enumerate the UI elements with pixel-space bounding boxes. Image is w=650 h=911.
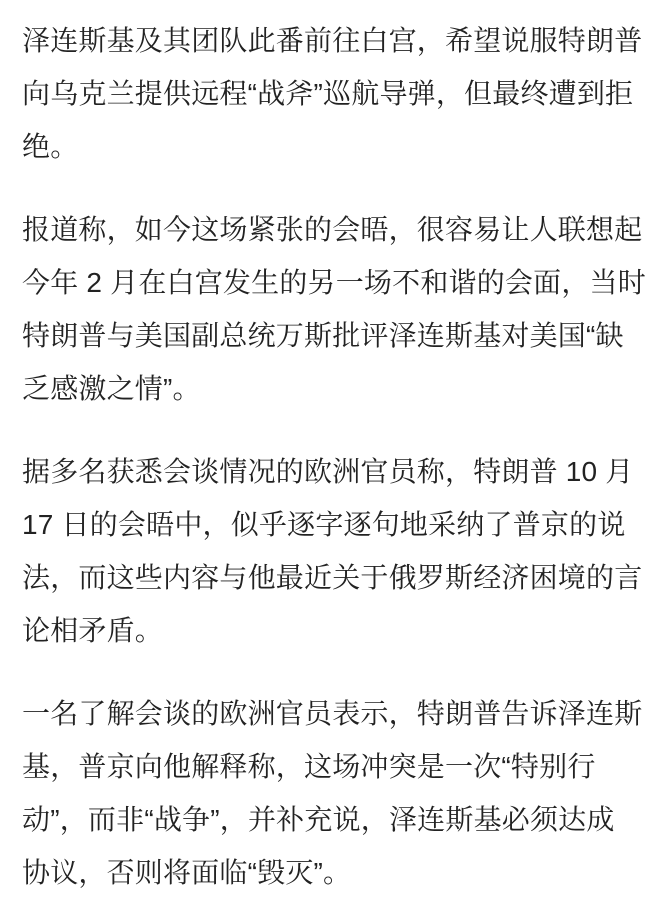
paragraph-2 bbox=[22, 203, 646, 415]
text-line: 报道称，如今这场紧张的会晤，很容易让人联想起 bbox=[22, 214, 643, 245]
paragraph-4 bbox=[22, 687, 643, 899]
text-line: 基，普京向他解释称，这场冲突是一次“特别行 bbox=[22, 751, 596, 782]
text-line: 协议，否则将面临“毁灭”。 bbox=[22, 857, 352, 888]
text-line: 今年 2 月在白宫发生的另一场不和谐的会面，当时 bbox=[22, 267, 646, 298]
text-line: 17 日的会晤中，似乎逐字逐句地采纳了普京的说 bbox=[22, 509, 626, 540]
text-line: 论相矛盾。 bbox=[22, 615, 164, 646]
text-line: 乏感激之情”。 bbox=[22, 373, 201, 404]
paragraph-1 bbox=[22, 14, 643, 173]
text-line: 特朗普与美国副总统万斯批评泽连斯基对美国“缺 bbox=[22, 320, 624, 351]
text-line: 一名了解会谈的欧洲官员表示，特朗普告诉泽连斯 bbox=[22, 698, 643, 729]
text-line: 向乌克兰提供远程“战斧”巡航导弹，但最终遭到拒 bbox=[22, 78, 634, 109]
text-line: 法，而这些内容与他最近关于俄罗斯经济困境的言 bbox=[22, 562, 643, 593]
paragraph-3 bbox=[22, 445, 643, 657]
text-line: 动”，而非“战争”，并补充说，泽连斯基必须达成 bbox=[22, 804, 615, 835]
text-line: 泽连斯基及其团队此番前往白宫，希望说服特朗普 bbox=[22, 25, 643, 56]
text-line: 据多名获悉会谈情况的欧洲官员称，特朗普 10 月 bbox=[22, 456, 634, 487]
text-line: 绝。 bbox=[22, 131, 79, 162]
